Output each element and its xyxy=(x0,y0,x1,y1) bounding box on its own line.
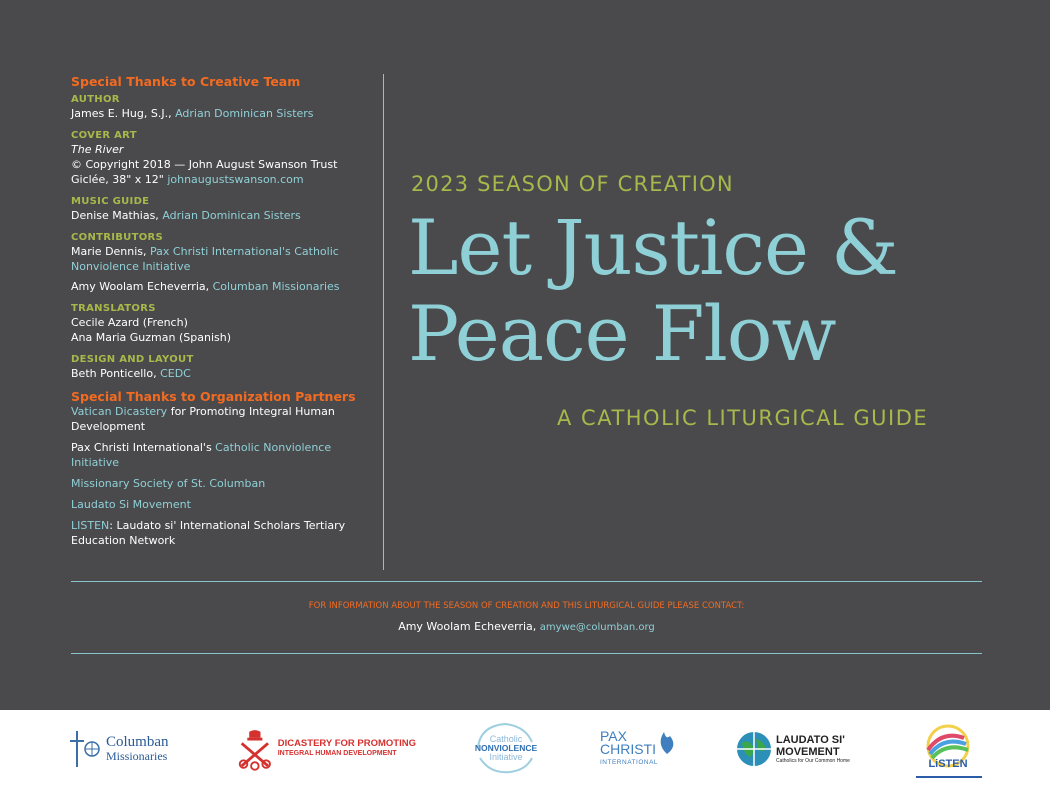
contact-line xyxy=(71,620,982,633)
partner-2-line xyxy=(71,440,371,455)
cni-line-3: Initiative xyxy=(489,751,523,762)
contributor-2-line xyxy=(71,279,371,294)
author-org-link[interactable]: Adrian Dominican Sisters xyxy=(175,107,314,120)
pax-line-1: PAX xyxy=(600,727,627,744)
title-line-1: Let Justice & xyxy=(408,203,898,292)
contributor-1-name: Marie Dennis, xyxy=(71,245,151,258)
author-name: James E. Hug, S.J., xyxy=(71,107,176,120)
pax-christi-logo[interactable] xyxy=(600,724,690,774)
partner-1-link[interactable]: Vatican Dicastery xyxy=(71,405,168,418)
music-guide-name: Denise Mathias, xyxy=(71,209,163,222)
contact-heading: FOR INFORMATION ABOUT THE SEASON OF CREATION AND THIS LITURGICAL GUIDE PLEASE CONTACT: xyxy=(308,601,745,611)
contact-divider-bottom xyxy=(71,653,982,654)
season-kicker: 2023 SEASON OF CREATION xyxy=(411,172,734,196)
lsm-line-2: MOVEMENT xyxy=(776,745,840,758)
contact-email-link[interactable]: amywe@columban.org xyxy=(539,622,655,633)
cover-art-title: The River xyxy=(71,143,124,156)
cover-art-link[interactable]: johnaugustswanson.com xyxy=(167,173,304,186)
contributor-1-org-link[interactable]: Pax Christi International's Catholic xyxy=(150,245,339,258)
lsm-line-3: Catholics for Our Common Home xyxy=(776,757,850,764)
columban-line-2: Missionaries xyxy=(106,749,168,763)
design-org-link[interactable]: CEDC xyxy=(160,367,191,380)
partner-2-text: Pax Christi International's xyxy=(71,441,216,454)
cni-line-2: NONVIOLENCE xyxy=(474,742,538,753)
author-label: AUTHOR xyxy=(71,94,120,105)
laudato-si-logo[interactable] xyxy=(736,728,856,770)
creative-team-heading: Special Thanks to Creative Team xyxy=(71,74,301,89)
music-guide-label: MUSIC GUIDE xyxy=(71,196,150,207)
papal-keys-icon xyxy=(236,727,274,771)
partner-1-line2: Development xyxy=(71,420,146,433)
credits-column xyxy=(71,74,371,548)
author-line xyxy=(71,106,371,121)
dicastery-line-1: DICASTERY FOR PROMOTING xyxy=(277,738,416,749)
partner-1-line xyxy=(71,404,371,419)
column-divider xyxy=(383,74,384,570)
music-guide-org-link[interactable]: Adrian Dominican Sisters xyxy=(162,209,301,222)
partner-5-line xyxy=(71,518,371,533)
contact-divider-top xyxy=(71,581,982,582)
partner-2-link-cont[interactable]: Initiative xyxy=(71,456,120,469)
cover-art-medium-line xyxy=(71,172,371,187)
cross-globe-icon xyxy=(68,729,104,769)
design-name: Beth Ponticello, xyxy=(71,367,161,380)
contributor-2-org-link[interactable]: Columban Missionaries xyxy=(212,280,340,293)
music-guide-line xyxy=(71,208,371,223)
partner-5-link[interactable]: LISTEN xyxy=(71,519,110,532)
page-title xyxy=(408,205,898,377)
cover-art-medium: Giclée, 38" x 12" xyxy=(71,173,168,186)
translators-label: TRANSLATORS xyxy=(71,303,156,314)
partner-5-line2: Education Network xyxy=(71,534,176,547)
lsm-line-1: LAUDATO SI' xyxy=(776,733,845,746)
design-label: DESIGN AND LAYOUT xyxy=(71,354,194,365)
flame-icon xyxy=(654,728,680,756)
partners-heading: Special Thanks to Organization Partners xyxy=(71,389,356,404)
contributor-2-name: Amy Woolam Echeverria, xyxy=(71,280,213,293)
cover-art-label: COVER ART xyxy=(71,130,137,141)
pax-line-2: CHRISTI xyxy=(600,740,656,757)
page-subtitle: A CATHOLIC LITURGICAL GUIDE xyxy=(557,406,929,430)
pax-line-3: INTERNATIONAL xyxy=(600,758,659,766)
cni-line-1: Catholic xyxy=(489,733,523,744)
partner-2-link[interactable]: Catholic Nonviolence xyxy=(215,441,332,454)
listen-logo[interactable] xyxy=(912,720,984,780)
translator-2: Ana Maria Guzman (Spanish) xyxy=(71,331,231,344)
globe-icon xyxy=(736,731,772,767)
contributor-1-line xyxy=(71,244,371,259)
contact-name: Amy Woolam Echeverria, xyxy=(398,620,540,633)
cni-logo[interactable] xyxy=(470,718,542,778)
translator-1: Cecile Azard (French) xyxy=(71,316,188,329)
partner-3-link[interactable]: Missionary Society of St. Columban xyxy=(71,477,266,490)
dicastery-line-2: INTEGRAL HUMAN DEVELOPMENT xyxy=(277,750,397,757)
partner-5-text: : Laudato si' International Scholars Tertiary xyxy=(109,519,346,532)
title-line-2: Peace Flow xyxy=(408,289,836,378)
columban-line-1: Columban xyxy=(106,734,169,750)
contributors-label: CONTRIBUTORS xyxy=(71,232,164,243)
columban-logo[interactable] xyxy=(68,728,193,770)
page-edge xyxy=(1050,0,1057,785)
contributor-1-org-link-cont[interactable]: Nonviolence Initiative xyxy=(71,260,191,273)
design-line xyxy=(71,366,371,381)
listen-wordmark: LiSTEN xyxy=(928,758,968,770)
partner-4-link[interactable]: Laudato Si Movement xyxy=(71,498,191,511)
dicastery-logo[interactable] xyxy=(236,726,416,772)
partner-1-text: for Promoting Integral Human xyxy=(167,405,335,418)
rainbow-sun-icon xyxy=(912,720,984,780)
cover-art-copyright: © Copyright 2018 — John August Swanson Trust xyxy=(71,158,338,171)
